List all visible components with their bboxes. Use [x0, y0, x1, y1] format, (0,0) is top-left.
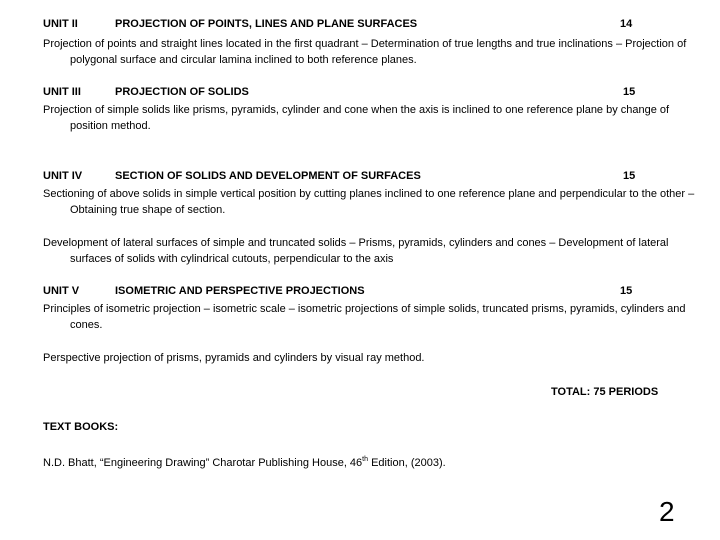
unit-number: UNIT V: [43, 285, 80, 297]
unit-2-hours: 14: [620, 18, 633, 30]
unit-number: UNIT IV: [43, 170, 83, 182]
unit-5-paragraph-1: Principles of isometric projection – isometric scale – isometric projections of simple solids, truncated prisms, pyramids, cylinders and cones.: [43, 303, 686, 331]
unit-title: ISOMETRIC AND PERSPECTIVE PROJECTIONS: [115, 285, 365, 297]
textbooks-heading: TEXT BOOKS:: [43, 421, 119, 433]
unit-5-hours: 15: [620, 285, 633, 297]
textbook-entry-text-end: Edition, (2003).: [368, 457, 446, 469]
unit-title: SECTION OF SOLIDS AND DEVELOPMENT OF SURFACES: [115, 170, 421, 182]
unit-number: UNIT III: [43, 86, 81, 98]
textbook-entry: [43, 456, 446, 469]
unit-2-paragraph: Projection of points and straight lines located in the first quadrant – Determination of true lengths and true inclinations – Projection of polygonal surface and circular lamina inclined to both reference planes.: [43, 38, 687, 66]
unit-number: UNIT II: [43, 18, 78, 30]
unit-title: PROJECTION OF POINTS, LINES AND PLANE SURFACES: [115, 18, 418, 30]
total-periods: TOTAL: 75 PERIODS: [551, 386, 659, 398]
textbook-entry-superscript: th: [362, 456, 369, 463]
unit-3-hours: 15: [623, 86, 636, 98]
unit-title: PROJECTION OF SOLIDS: [115, 86, 249, 98]
textbook-entry-text: N.D. Bhatt, “Engineering Drawing” Charotar Publishing House, 46: [43, 457, 363, 469]
unit-3-paragraph: Projection of simple solids like prisms, pyramids, cylinder and cone when the axis is inclined to one reference plane by change of position method.: [43, 104, 670, 132]
unit-4-hours: 15: [623, 170, 636, 182]
unit-4-paragraph-2: Development of lateral surfaces of simple and truncated solids – Prisms, pyramids, cylinders and cones – Development of lateral surfaces of solids with cylindrical cutouts, perpendicular to the axis: [43, 237, 669, 265]
page-number: 2: [659, 496, 675, 527]
unit-5-paragraph-2: Perspective projection of prisms, pyramids and cylinders by visual ray method.: [43, 352, 425, 364]
unit-4-paragraph-1: Sectioning of above solids in simple vertical position by cutting planes inclined to one reference plane and perpendicular to the other – Obtaining true shape of section.: [43, 188, 695, 216]
